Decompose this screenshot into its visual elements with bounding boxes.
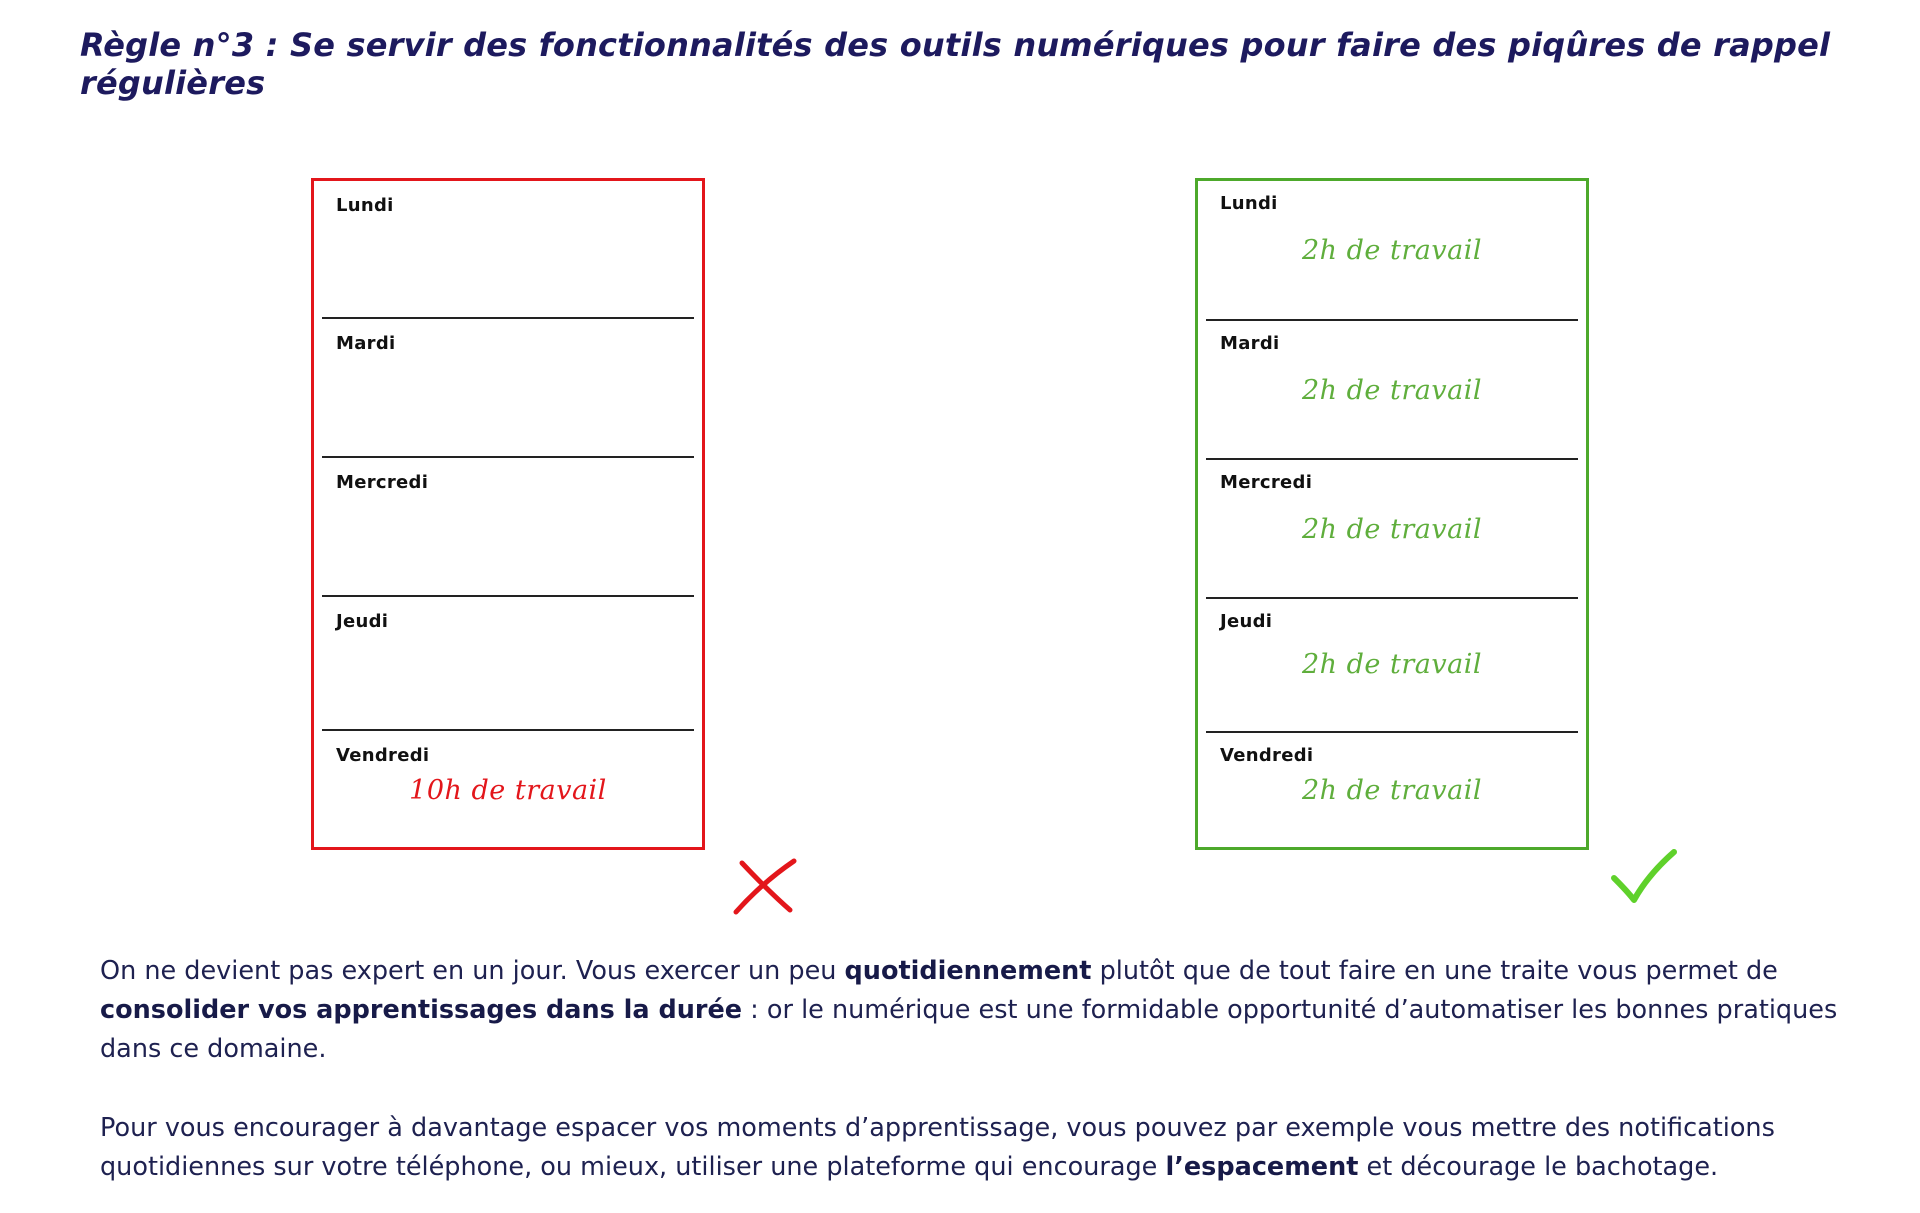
day-label: Mercredi (1220, 472, 1313, 493)
day-label: Jeudi (336, 611, 389, 632)
paragraph-1 (100, 952, 1860, 1069)
work-note: 10h de travail (409, 775, 607, 806)
day-row (1206, 181, 1578, 321)
day-label: Lundi (1220, 193, 1278, 214)
work-note: 2h de travail (1302, 775, 1482, 806)
paragraph-2 (100, 1109, 1860, 1187)
work-note: 2h de travail (1302, 649, 1482, 680)
day-label: Mardi (1220, 333, 1280, 354)
day-row (1206, 321, 1578, 460)
check-icon (1610, 848, 1678, 904)
day-row (1206, 460, 1578, 599)
planner-good (1195, 178, 1589, 850)
day-row (1206, 733, 1578, 847)
emphasis: l’espacement (1165, 1152, 1359, 1182)
day-label: Vendredi (1220, 745, 1314, 766)
work-note: 2h de travail (1302, 235, 1482, 266)
day-row (322, 731, 694, 847)
text-run: On ne devient pas expert en un jour. Vous exercer un peu (100, 956, 845, 986)
day-row (322, 597, 694, 731)
cross-icon (732, 858, 798, 916)
emphasis: quotidiennement (844, 956, 1092, 986)
text-run: et décourage le bachotage. (1358, 1152, 1719, 1182)
day-row (322, 319, 694, 458)
day-label: Jeudi (1220, 611, 1273, 632)
day-label: Mardi (336, 333, 396, 354)
day-row (322, 181, 694, 319)
emphasis: consolider vos apprentissages dans la durée (100, 995, 743, 1025)
day-label: Lundi (336, 195, 394, 216)
planner-bad (311, 178, 705, 850)
day-label: Mercredi (336, 472, 429, 493)
page-title: Règle n°3 : Se servir des fonctionnalités des outils numériques pour faire des piqûres de rappel régulières (80, 26, 1831, 102)
day-row (1206, 599, 1578, 733)
work-note: 2h de travail (1302, 514, 1482, 545)
day-label: Vendredi (336, 745, 430, 766)
text-run: : or le numérique est une formidable opportunité d’automatiser les bonnes pratiques dans ce domaine. (100, 995, 1838, 1064)
text-run: plutôt que de tout faire en une traite vous permet de (1091, 956, 1778, 986)
work-note: 2h de travail (1302, 375, 1482, 406)
text-run: Pour vous encourager à davantage espacer vos moments d’apprentissage, vous pouvez par exemple vous mettre des notifications quotidiennes sur votre téléphone, ou mieux, utiliser une plateforme qui encourage (100, 1113, 1775, 1182)
day-row (322, 458, 694, 597)
